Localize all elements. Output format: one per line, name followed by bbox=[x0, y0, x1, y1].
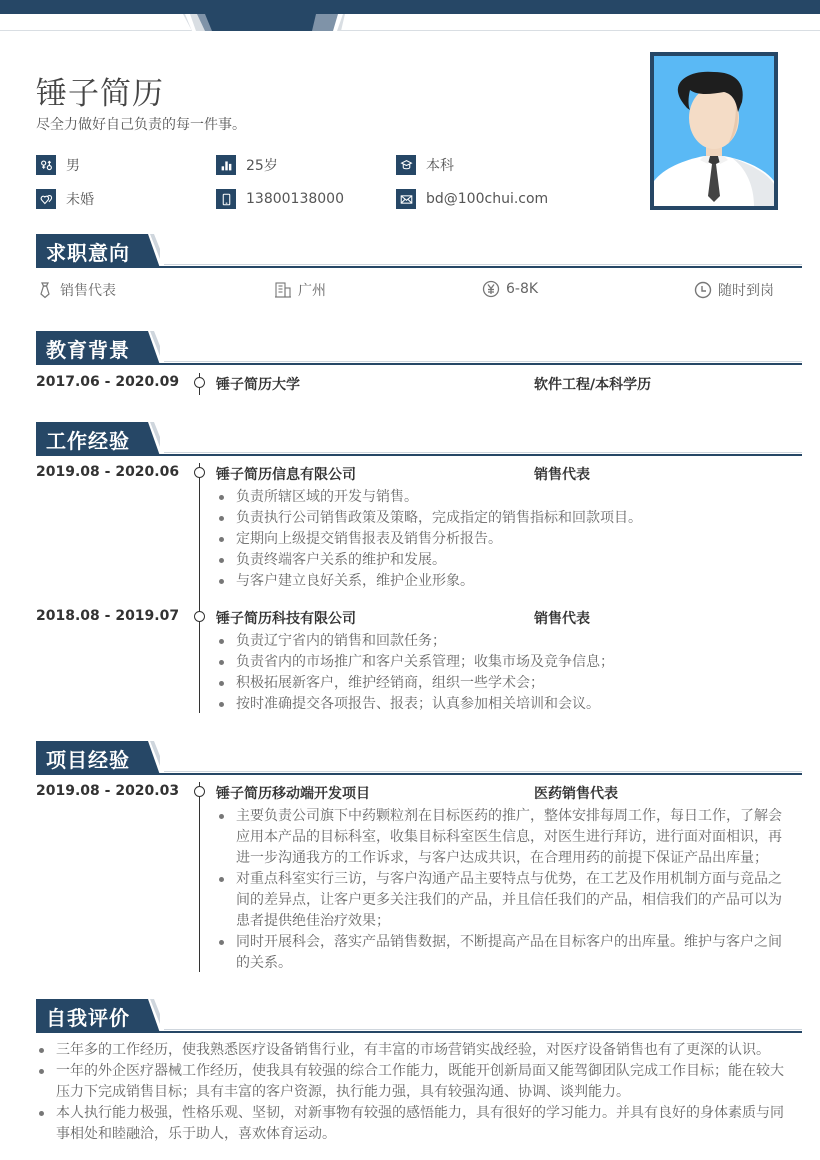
info-degree bbox=[396, 155, 454, 175]
list-item: 按时准确提交各项报告、报表；认真参加相关培训和会议。 bbox=[216, 694, 786, 715]
list-item: 负责所辖区域的开发与销售。 bbox=[216, 487, 786, 508]
intent-city-value: 广州 bbox=[298, 283, 326, 299]
age-value: 25岁 bbox=[246, 158, 278, 174]
section-title: 工作经验 bbox=[46, 429, 130, 453]
phone-icon bbox=[216, 189, 236, 209]
hearts-icon bbox=[36, 189, 56, 209]
section-rule bbox=[36, 1031, 802, 1033]
intent-salary-value: 6-8K bbox=[506, 281, 539, 297]
section-header-intent bbox=[36, 234, 802, 268]
section-rule-light bbox=[164, 452, 802, 453]
project-name: 锤子简历移动端开发项目 bbox=[216, 786, 370, 802]
work-date: 2019.08 - 2020.06 bbox=[36, 464, 180, 480]
info-email bbox=[396, 189, 548, 209]
project-date: 2019.08 - 2020.03 bbox=[36, 783, 180, 799]
list-item: 定期向上级提交销售报表及销售分析报告。 bbox=[216, 529, 786, 550]
education-major: 软件工程/本科学历 bbox=[534, 377, 652, 393]
info-marital bbox=[36, 189, 94, 209]
section-title: 自我评价 bbox=[46, 1006, 130, 1030]
email-value: bd@100chui.com bbox=[426, 191, 549, 207]
section-rule-light bbox=[164, 361, 802, 362]
timeline-dot bbox=[194, 377, 205, 388]
info-phone bbox=[216, 189, 344, 209]
intent-salary bbox=[482, 280, 538, 298]
list-item: 同时开展科会，落实产品销售数据，不断提高产品在目标客户的出库量。维护与客户之间的关系。 bbox=[216, 932, 786, 974]
list-item: 一年的外企医疗器械工作经历，使我具有较强的综合工作能力，既能开创新局面又能驾御团队完成工作目标；能在较大压力下完成销售目标；具有丰富的客户资源，执行能力强，具有较强沟通、协调、谈判能力。 bbox=[36, 1061, 788, 1103]
section-header-project bbox=[36, 741, 802, 775]
section-rule bbox=[36, 773, 802, 775]
mail-icon bbox=[396, 189, 416, 209]
timeline-line bbox=[199, 463, 200, 713]
section-header-education bbox=[36, 331, 802, 365]
list-item: 积极拓展新客户，维护经销商，组织一些学术会； bbox=[216, 673, 786, 694]
project-role: 医药销售代表 bbox=[534, 786, 618, 802]
profile-photo bbox=[650, 52, 778, 210]
avatar-icon bbox=[654, 56, 774, 206]
top-tab-decoration bbox=[0, 0, 820, 32]
list-item: 负责省内的市场推广和客户关系管理；收集市场及竞争信息； bbox=[216, 652, 786, 673]
graduation-cap-icon bbox=[396, 155, 416, 175]
building-icon bbox=[274, 281, 292, 299]
education-date: 2017.06 - 2020.09 bbox=[36, 374, 180, 390]
timeline-dot bbox=[194, 467, 205, 478]
section-header-self bbox=[36, 999, 802, 1033]
info-gender bbox=[36, 155, 80, 175]
list-item: 负责执行公司销售政策及策略，完成指定的销售指标和回款项目。 bbox=[216, 508, 786, 529]
section-rule-light bbox=[164, 771, 802, 772]
intent-availability bbox=[694, 280, 774, 300]
tie-icon bbox=[36, 281, 54, 299]
section-rule-light bbox=[164, 264, 802, 265]
work-date: 2018.08 - 2019.07 bbox=[36, 608, 180, 624]
work-duties bbox=[216, 487, 786, 592]
list-item: 主要负责公司旗下中药颗粒剂在目标医药的推广，整体安排每周工作，每日工作，了解会应用本产品的目标科室，收集目标科室医生信息，对医生进行拜访，进行面对面相识，再进一步沟通我方的工作诉求，与客户达成共识，在合理用药的前提下保证产品出库量； bbox=[216, 806, 786, 869]
work-role: 销售代表 bbox=[534, 467, 590, 483]
gender-icon bbox=[36, 155, 56, 175]
work-role: 销售代表 bbox=[534, 611, 590, 627]
section-title: 项目经验 bbox=[46, 748, 130, 772]
phone-value: 13800138000 bbox=[246, 191, 344, 207]
timeline-dot bbox=[194, 611, 205, 622]
gender-value: 男 bbox=[66, 158, 80, 174]
list-item: 三年多的工作经历，使我熟悉医疗设备销售行业，有丰富的市场营销实战经验，对医疗设备销售也有了更深的认识。 bbox=[36, 1040, 788, 1061]
section-rule-light bbox=[164, 1029, 802, 1030]
section-header-work bbox=[36, 422, 802, 456]
degree-value: 本科 bbox=[426, 158, 454, 174]
candidate-name: 锤子简历 bbox=[36, 76, 164, 112]
intent-availability-value: 随时到岗 bbox=[718, 283, 774, 299]
info-age bbox=[216, 155, 278, 175]
list-item: 负责终端客户关系的维护和发展。 bbox=[216, 550, 786, 571]
marital-value: 未婚 bbox=[66, 192, 94, 208]
timeline-dot bbox=[194, 786, 205, 797]
education-school: 锤子简历大学 bbox=[216, 377, 300, 393]
work-duties bbox=[216, 631, 786, 715]
section-rule bbox=[36, 454, 802, 456]
yen-icon bbox=[482, 280, 500, 298]
timeline-line bbox=[199, 782, 200, 972]
section-rule bbox=[36, 363, 802, 365]
work-company: 锤子简历科技有限公司 bbox=[216, 611, 356, 627]
section-title: 教育背景 bbox=[46, 338, 130, 362]
list-item: 对重点科室实行三访，与客户沟通产品主要特点与优势，在工艺及作用机制方面与竞品之间的差异点，让客户更多关注我们的产品，并且信任我们的产品，相信我们的产品可以为患者提供绝佳治疗效果； bbox=[216, 869, 786, 932]
intent-position bbox=[36, 280, 116, 300]
self-evaluation bbox=[36, 1040, 788, 1145]
list-item: 本人执行能力极强，性格乐观、坚韧，对新事物有较强的感悟能力，具有很好的学习能力。并具有良好的身体素质与同事相处和睦融洽，乐于助人，喜欢体育运动。 bbox=[36, 1103, 788, 1145]
motto: 尽全力做好自己负责的每一件事。 bbox=[36, 117, 246, 133]
intent-position-value: 销售代表 bbox=[60, 283, 116, 299]
clock-icon bbox=[694, 281, 712, 299]
section-title: 求职意向 bbox=[46, 241, 130, 265]
list-item: 与客户建立良好关系，维护企业形象。 bbox=[216, 571, 786, 592]
job-intent bbox=[36, 280, 796, 302]
work-company: 锤子简历信息有限公司 bbox=[216, 467, 356, 483]
list-item: 负责辽宁省内的销售和回款任务； bbox=[216, 631, 786, 652]
bar-chart-icon bbox=[216, 155, 236, 175]
intent-city bbox=[274, 280, 326, 300]
section-rule bbox=[36, 266, 802, 268]
project-duties bbox=[216, 806, 786, 974]
